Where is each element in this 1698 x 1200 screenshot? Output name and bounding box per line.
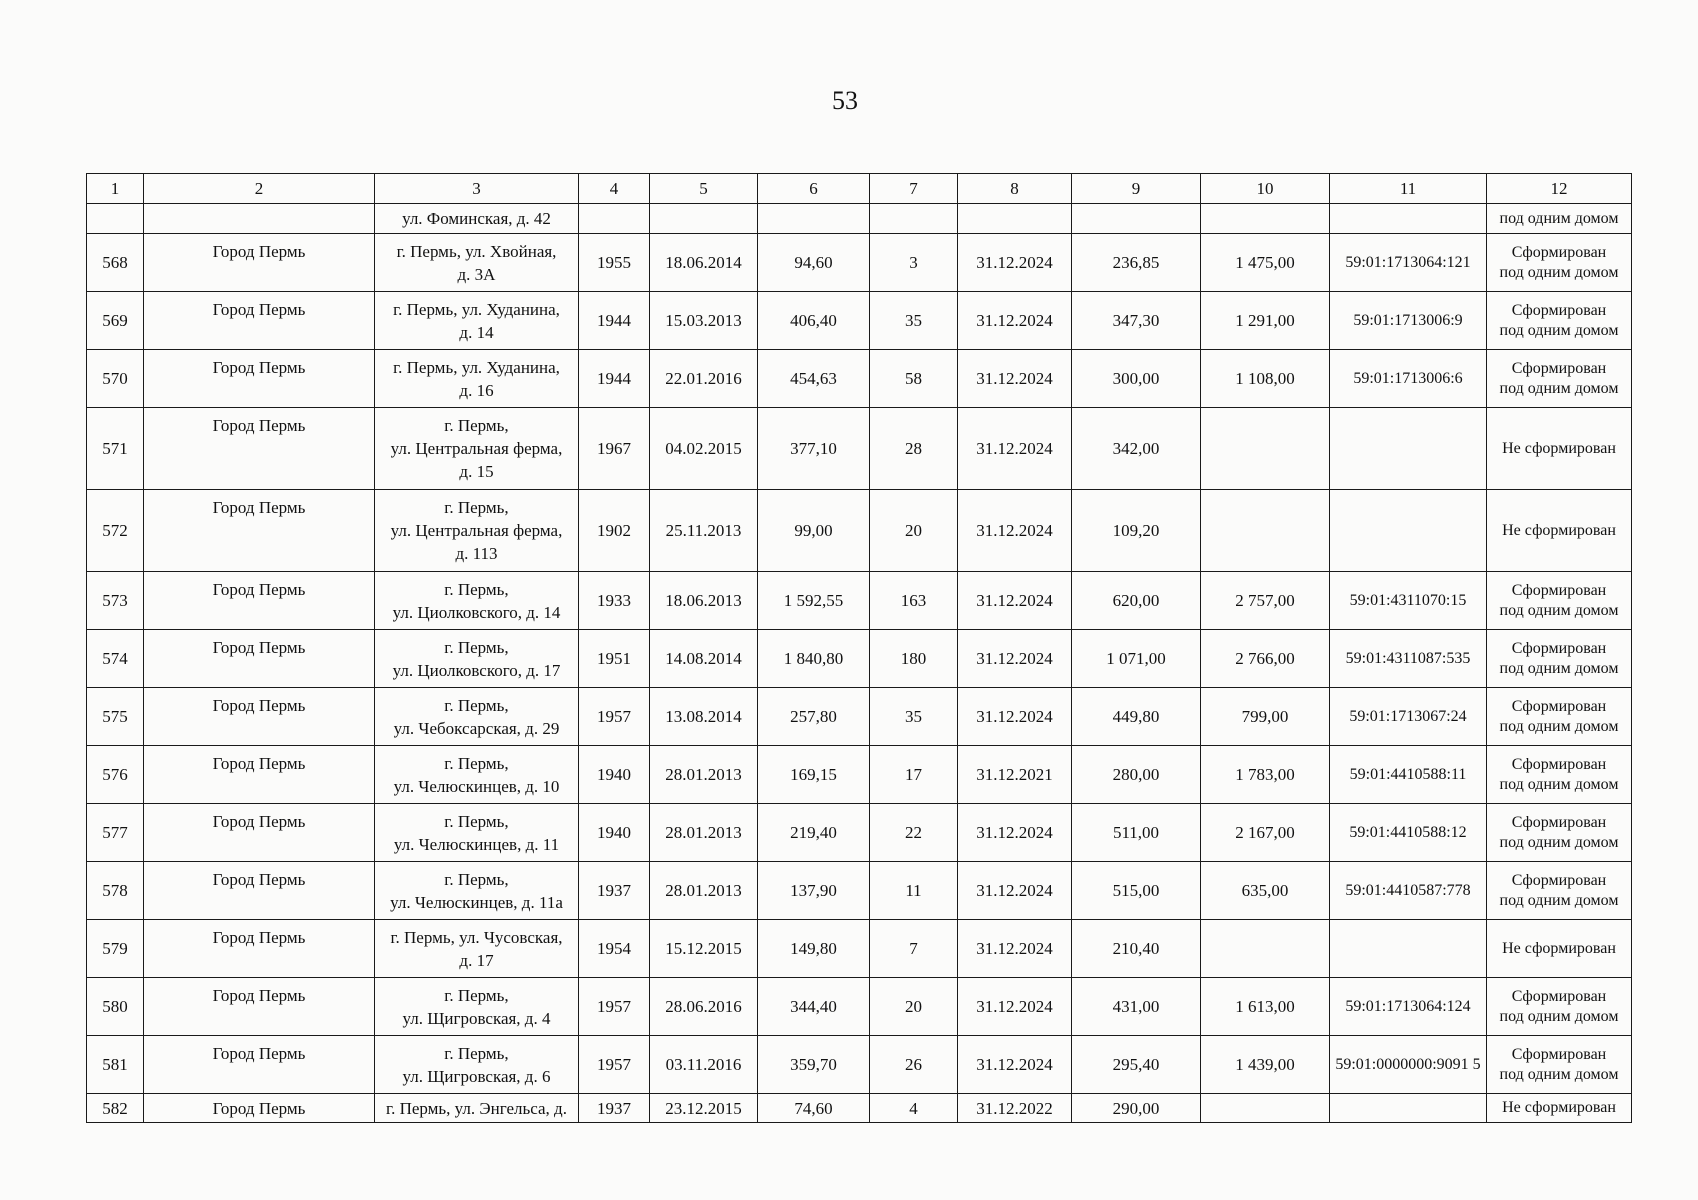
value-cell: 210,40 [1072,920,1201,978]
deadline-cell: 31.12.2024 [958,862,1072,920]
address-line: г. Пермь, [444,416,509,435]
address-line: г. Пермь, [444,811,509,831]
status-line: под одним домом [1499,263,1619,281]
address-cell [375,350,579,408]
table-row [87,630,1632,688]
table-row [87,688,1632,746]
date-cell: 18.06.2013 [650,572,758,630]
address-cell: г. Пермь, ул. Энгельса, д. [375,1094,579,1123]
address-line: г. Пермь, [444,1043,509,1063]
date-cell: 15.03.2013 [650,292,758,350]
area-cell: 149,80 [758,920,870,978]
address-line: ул. Челюскинцев, д. 10 [393,776,560,796]
address-line: г. Пермь, [444,869,509,889]
deadline-cell: 31.12.2024 [958,408,1072,490]
value-cell [1201,920,1330,978]
row-number-cell: 578 [87,862,144,920]
table-row [87,978,1632,1036]
residents-cell: 20 [870,490,958,572]
status-cell [1487,350,1632,408]
date-cell: 18.06.2014 [650,234,758,292]
residents-cell: 26 [870,1036,958,1094]
municipality-cell: Город Пермь [144,292,375,350]
area-cell: 454,63 [758,350,870,408]
deadline-cell: 31.12.2024 [958,920,1072,978]
table-row [87,862,1632,920]
address-line: д. 17 [459,950,494,970]
area-cell: 257,80 [758,688,870,746]
address-line: г. Пермь, ул. Чусовская, [390,927,563,947]
date-cell: 15.12.2015 [650,920,758,978]
address-line: ул. Чебоксарская, д. 29 [393,718,560,738]
address-line: ул. Циолковского, д. 14 [392,602,561,622]
address-cell [375,920,579,978]
date-cell: 04.02.2015 [650,408,758,490]
cadastral-cell: 59:01:1713006:9 [1330,292,1487,350]
municipality-cell: Город Пермь [144,688,375,746]
address-cell [375,804,579,862]
table-row [87,350,1632,408]
status-line: Сформирован [1511,813,1607,831]
column-number: 5 [650,174,758,204]
cadastral-cell: 59:01:4410588:12 [1330,804,1487,862]
value-cell: 280,00 [1072,746,1201,804]
address-line: д. 16 [459,380,494,400]
year-cell: 1967 [579,408,650,490]
deadline-cell: 31.12.2024 [958,490,1072,572]
cadastral-cell: 59:01:1713064:124 [1330,978,1487,1036]
deadline-cell: 31.12.2024 [958,630,1072,688]
value-cell: 449,80 [1072,688,1201,746]
column-number: 3 [375,174,579,204]
area-cell: 169,15 [758,746,870,804]
residents-cell: 20 [870,978,958,1036]
address-line: ул. Щигровская, д. 4 [402,1008,551,1028]
municipality-cell: Город Пермь [144,630,375,688]
column-number: 6 [758,174,870,204]
address-cell [375,490,579,572]
area-cell: 74,60 [758,1094,870,1123]
cadastral-cell: 59:01:4311087:535 [1330,630,1487,688]
table-row [87,1036,1632,1094]
status-line: под одним домом [1499,717,1619,735]
column-number: 2 [144,174,375,204]
municipality-cell: Город Пермь [144,1094,375,1123]
column-number: 10 [1201,174,1330,204]
continuation-row [87,204,1632,234]
value-cell: 620,00 [1072,572,1201,630]
status-line: под одним домом [1499,321,1619,339]
page-number: 53 [832,86,858,115]
status-cell [1487,804,1632,862]
value-cell: 2 757,00 [1201,572,1330,630]
value-cell: 2 766,00 [1201,630,1330,688]
value-cell: 1 108,00 [1201,350,1330,408]
value-cell: 799,00 [1201,688,1330,746]
date-cell: 28.06.2016 [650,978,758,1036]
address-line: ул. Челюскинцев, д. 11 [393,834,560,854]
row-number-cell: 577 [87,804,144,862]
status-line: под одним домом [1499,775,1619,793]
municipality-cell: Город Пермь [144,350,375,408]
value-cell: 2 167,00 [1201,804,1330,862]
column-number: 11 [1330,174,1487,204]
table-row [87,1094,1632,1123]
status-line: Сформирован [1511,871,1607,889]
status-cell [1487,862,1632,920]
status-line: Сформирован [1511,581,1607,599]
value-cell: 511,00 [1072,804,1201,862]
area-cell: 1 592,55 [758,572,870,630]
status-line: Сформирован [1511,1045,1607,1063]
address-cell [375,408,579,490]
municipality-cell: Город Пермь [144,1036,375,1094]
table-row [87,572,1632,630]
row-number-cell: 575 [87,688,144,746]
year-cell: 1957 [579,1036,650,1094]
address-line: г. Пермь, [444,753,509,773]
table-row [87,490,1632,572]
value-cell: 290,00 [1072,1094,1201,1123]
address-cell: ул. Фоминская, д. 42 [375,204,579,234]
value-cell: 295,40 [1072,1036,1201,1094]
status-line: Сформирован [1511,243,1607,261]
municipality-cell: Город Пермь [144,978,375,1036]
value-cell: 236,85 [1072,234,1201,292]
value-cell: 1 071,00 [1072,630,1201,688]
municipality-cell: Город Пермь [144,490,375,572]
column-number-row [87,174,1632,204]
column-number: 8 [958,174,1072,204]
row-number-cell: 574 [87,630,144,688]
date-cell: 22.01.2016 [650,350,758,408]
deadline-cell: 31.12.2024 [958,1036,1072,1094]
table-row [87,234,1632,292]
status-cell [1487,292,1632,350]
column-number: 12 [1487,174,1632,204]
year-cell: 1944 [579,350,650,408]
address-line: г. Пермь, ул. Хвойная, [396,241,557,261]
deadline-cell: 31.12.2021 [958,746,1072,804]
cadastral-cell: 59:01:4410588:11 [1330,746,1487,804]
deadline-cell: 31.12.2024 [958,978,1072,1036]
status-line: Сформирован [1511,639,1607,657]
status-line: Сформирован [1511,301,1607,319]
value-cell: 1 783,00 [1201,746,1330,804]
cadastral-cell [1330,1094,1487,1123]
municipality-cell: Город Пермь [144,408,375,490]
date-cell: 14.08.2014 [650,630,758,688]
table-row [87,408,1632,490]
status-cell [1487,1036,1632,1094]
status-cell: под одним домом [1487,204,1632,234]
address-line: ул. Щигровская, д. 6 [402,1066,551,1086]
status-line: под одним домом [1499,833,1619,851]
row-number-cell: 579 [87,920,144,978]
year-cell: 1954 [579,920,650,978]
address-line: г. Пермь, [444,637,509,657]
residents-cell: 17 [870,746,958,804]
deadline-cell: 31.12.2024 [958,234,1072,292]
address-cell [375,572,579,630]
status-line: под одним домом [1499,659,1619,677]
year-cell: 1944 [579,292,650,350]
status-line: под одним домом [1499,601,1619,619]
address-cell [375,234,579,292]
row-number-cell: 582 [87,1094,144,1123]
value-cell: 1 475,00 [1201,234,1330,292]
status-line: Сформирован [1511,359,1607,377]
residents-cell: 7 [870,920,958,978]
address-line: д. 3А [457,264,496,284]
year-cell: 1957 [579,978,650,1036]
address-line: д. 113 [455,544,498,563]
row-number-cell: 581 [87,1036,144,1094]
cadastral-cell [1330,408,1487,490]
column-number: 7 [870,174,958,204]
column-number: 9 [1072,174,1201,204]
value-cell: 109,20 [1072,490,1201,572]
residents-cell: 22 [870,804,958,862]
table-row [87,292,1632,350]
area-cell: 377,10 [758,408,870,490]
area-cell: 94,60 [758,234,870,292]
area-cell: 137,90 [758,862,870,920]
status-cell [1487,688,1632,746]
value-cell: 347,30 [1072,292,1201,350]
housing-registry-table [86,173,1632,1123]
area-cell: 219,40 [758,804,870,862]
residents-cell: 35 [870,688,958,746]
status-cell: Не сформирован [1487,490,1632,572]
value-cell [1201,1094,1330,1123]
residents-cell: 180 [870,630,958,688]
address-line: г. Пермь, [444,985,509,1005]
year-cell: 1940 [579,804,650,862]
address-cell [375,862,579,920]
value-cell: 1 291,00 [1201,292,1330,350]
cadastral-cell: 59:01:1713064:121 [1330,234,1487,292]
row-number-cell: 573 [87,572,144,630]
address-line: г. Пермь, [444,498,509,517]
cadastral-cell: 59:01:4311070:15 [1330,572,1487,630]
column-number: 4 [579,174,650,204]
year-cell: 1957 [579,688,650,746]
municipality-cell: Город Пермь [144,862,375,920]
deadline-cell: 31.12.2024 [958,350,1072,408]
year-cell: 1933 [579,572,650,630]
residents-cell: 4 [870,1094,958,1123]
row-number-cell: 569 [87,292,144,350]
address-line: ул. Центральная ферма, [390,521,563,540]
address-line: д. 14 [459,322,494,342]
address-cell [375,978,579,1036]
value-cell [1201,408,1330,490]
cadastral-cell: 59:01:1713067:24 [1330,688,1487,746]
residents-cell: 163 [870,572,958,630]
status-cell [1487,572,1632,630]
municipality-cell: Город Пермь [144,746,375,804]
deadline-cell: 31.12.2024 [958,804,1072,862]
address-cell [375,630,579,688]
date-cell: 28.01.2013 [650,746,758,804]
deadline-cell: 31.12.2024 [958,292,1072,350]
address-cell [375,746,579,804]
residents-cell: 58 [870,350,958,408]
year-cell: 1902 [579,490,650,572]
status-line: Сформирован [1511,987,1607,1005]
status-cell: Не сформирован [1487,408,1632,490]
address-cell [375,1036,579,1094]
year-cell: 1937 [579,1094,650,1123]
area-cell: 1 840,80 [758,630,870,688]
value-cell: 1 613,00 [1201,978,1330,1036]
year-cell: 1937 [579,862,650,920]
cadastral-cell: 59:01:4410587:778 [1330,862,1487,920]
residents-cell: 3 [870,234,958,292]
row-number-cell: 576 [87,746,144,804]
date-cell: 23.12.2015 [650,1094,758,1123]
status-line: под одним домом [1499,891,1619,909]
status-line: Сформирован [1511,755,1607,773]
table-row [87,920,1632,978]
row-number-cell: 572 [87,490,144,572]
residents-cell: 35 [870,292,958,350]
status-line: под одним домом [1499,1007,1619,1025]
address-cell [375,688,579,746]
value-cell: 1 439,00 [1201,1036,1330,1094]
status-line: Сформирован [1511,697,1607,715]
row-number-cell: 580 [87,978,144,1036]
value-cell: 300,00 [1072,350,1201,408]
municipality-cell: Город Пермь [144,572,375,630]
deadline-cell: 31.12.2022 [958,1094,1072,1123]
status-cell [1487,630,1632,688]
column-number: 1 [87,174,144,204]
area-cell: 406,40 [758,292,870,350]
row-number-cell: 570 [87,350,144,408]
status-cell [1487,234,1632,292]
municipality-cell: Город Пермь [144,920,375,978]
date-cell: 03.11.2016 [650,1036,758,1094]
cadastral-cell [1330,920,1487,978]
row-number-cell: 571 [87,408,144,490]
residents-cell: 28 [870,408,958,490]
value-cell: 342,00 [1072,408,1201,490]
address-line: д. 15 [459,462,494,481]
address-cell [375,292,579,350]
status-line: под одним домом [1499,379,1619,397]
municipality-cell: Город Пермь [144,804,375,862]
year-cell: 1955 [579,234,650,292]
row-number-cell: 568 [87,234,144,292]
status-cell: Не сформирован [1487,1094,1632,1123]
status-cell: Не сформирован [1487,920,1632,978]
date-cell: 28.01.2013 [650,862,758,920]
cadastral-cell: 59:01:1713006:6 [1330,350,1487,408]
value-cell [1201,490,1330,572]
cadastral-cell: 59:01:0000000:9091 5 [1330,1036,1487,1094]
table-row [87,804,1632,862]
cadastral-cell [1330,490,1487,572]
deadline-cell: 31.12.2024 [958,688,1072,746]
address-line: ул. Челюскинцев, д. 11а [390,892,563,912]
status-cell [1487,746,1632,804]
address-line: г. Пермь, ул. Худанина, [393,299,560,319]
date-cell: 28.01.2013 [650,804,758,862]
status-cell [1487,978,1632,1036]
date-cell: 25.11.2013 [650,490,758,572]
value-cell: 431,00 [1072,978,1201,1036]
value-cell: 635,00 [1201,862,1330,920]
address-line: г. Пермь, [444,579,509,599]
date-cell: 13.08.2014 [650,688,758,746]
area-cell: 344,40 [758,978,870,1036]
area-cell: 99,00 [758,490,870,572]
table-row [87,746,1632,804]
address-line: г. Пермь, [444,695,509,715]
address-line: г. Пермь, ул. Худанина, [393,357,560,377]
year-cell: 1940 [579,746,650,804]
status-line: под одним домом [1499,1065,1619,1083]
municipality-cell: Город Пермь [144,234,375,292]
address-line: ул. Циолковского, д. 17 [392,660,561,680]
area-cell: 359,70 [758,1036,870,1094]
deadline-cell: 31.12.2024 [958,572,1072,630]
year-cell: 1951 [579,630,650,688]
residents-cell: 11 [870,862,958,920]
address-line: ул. Центральная ферма, [390,439,563,458]
value-cell: 515,00 [1072,862,1201,920]
